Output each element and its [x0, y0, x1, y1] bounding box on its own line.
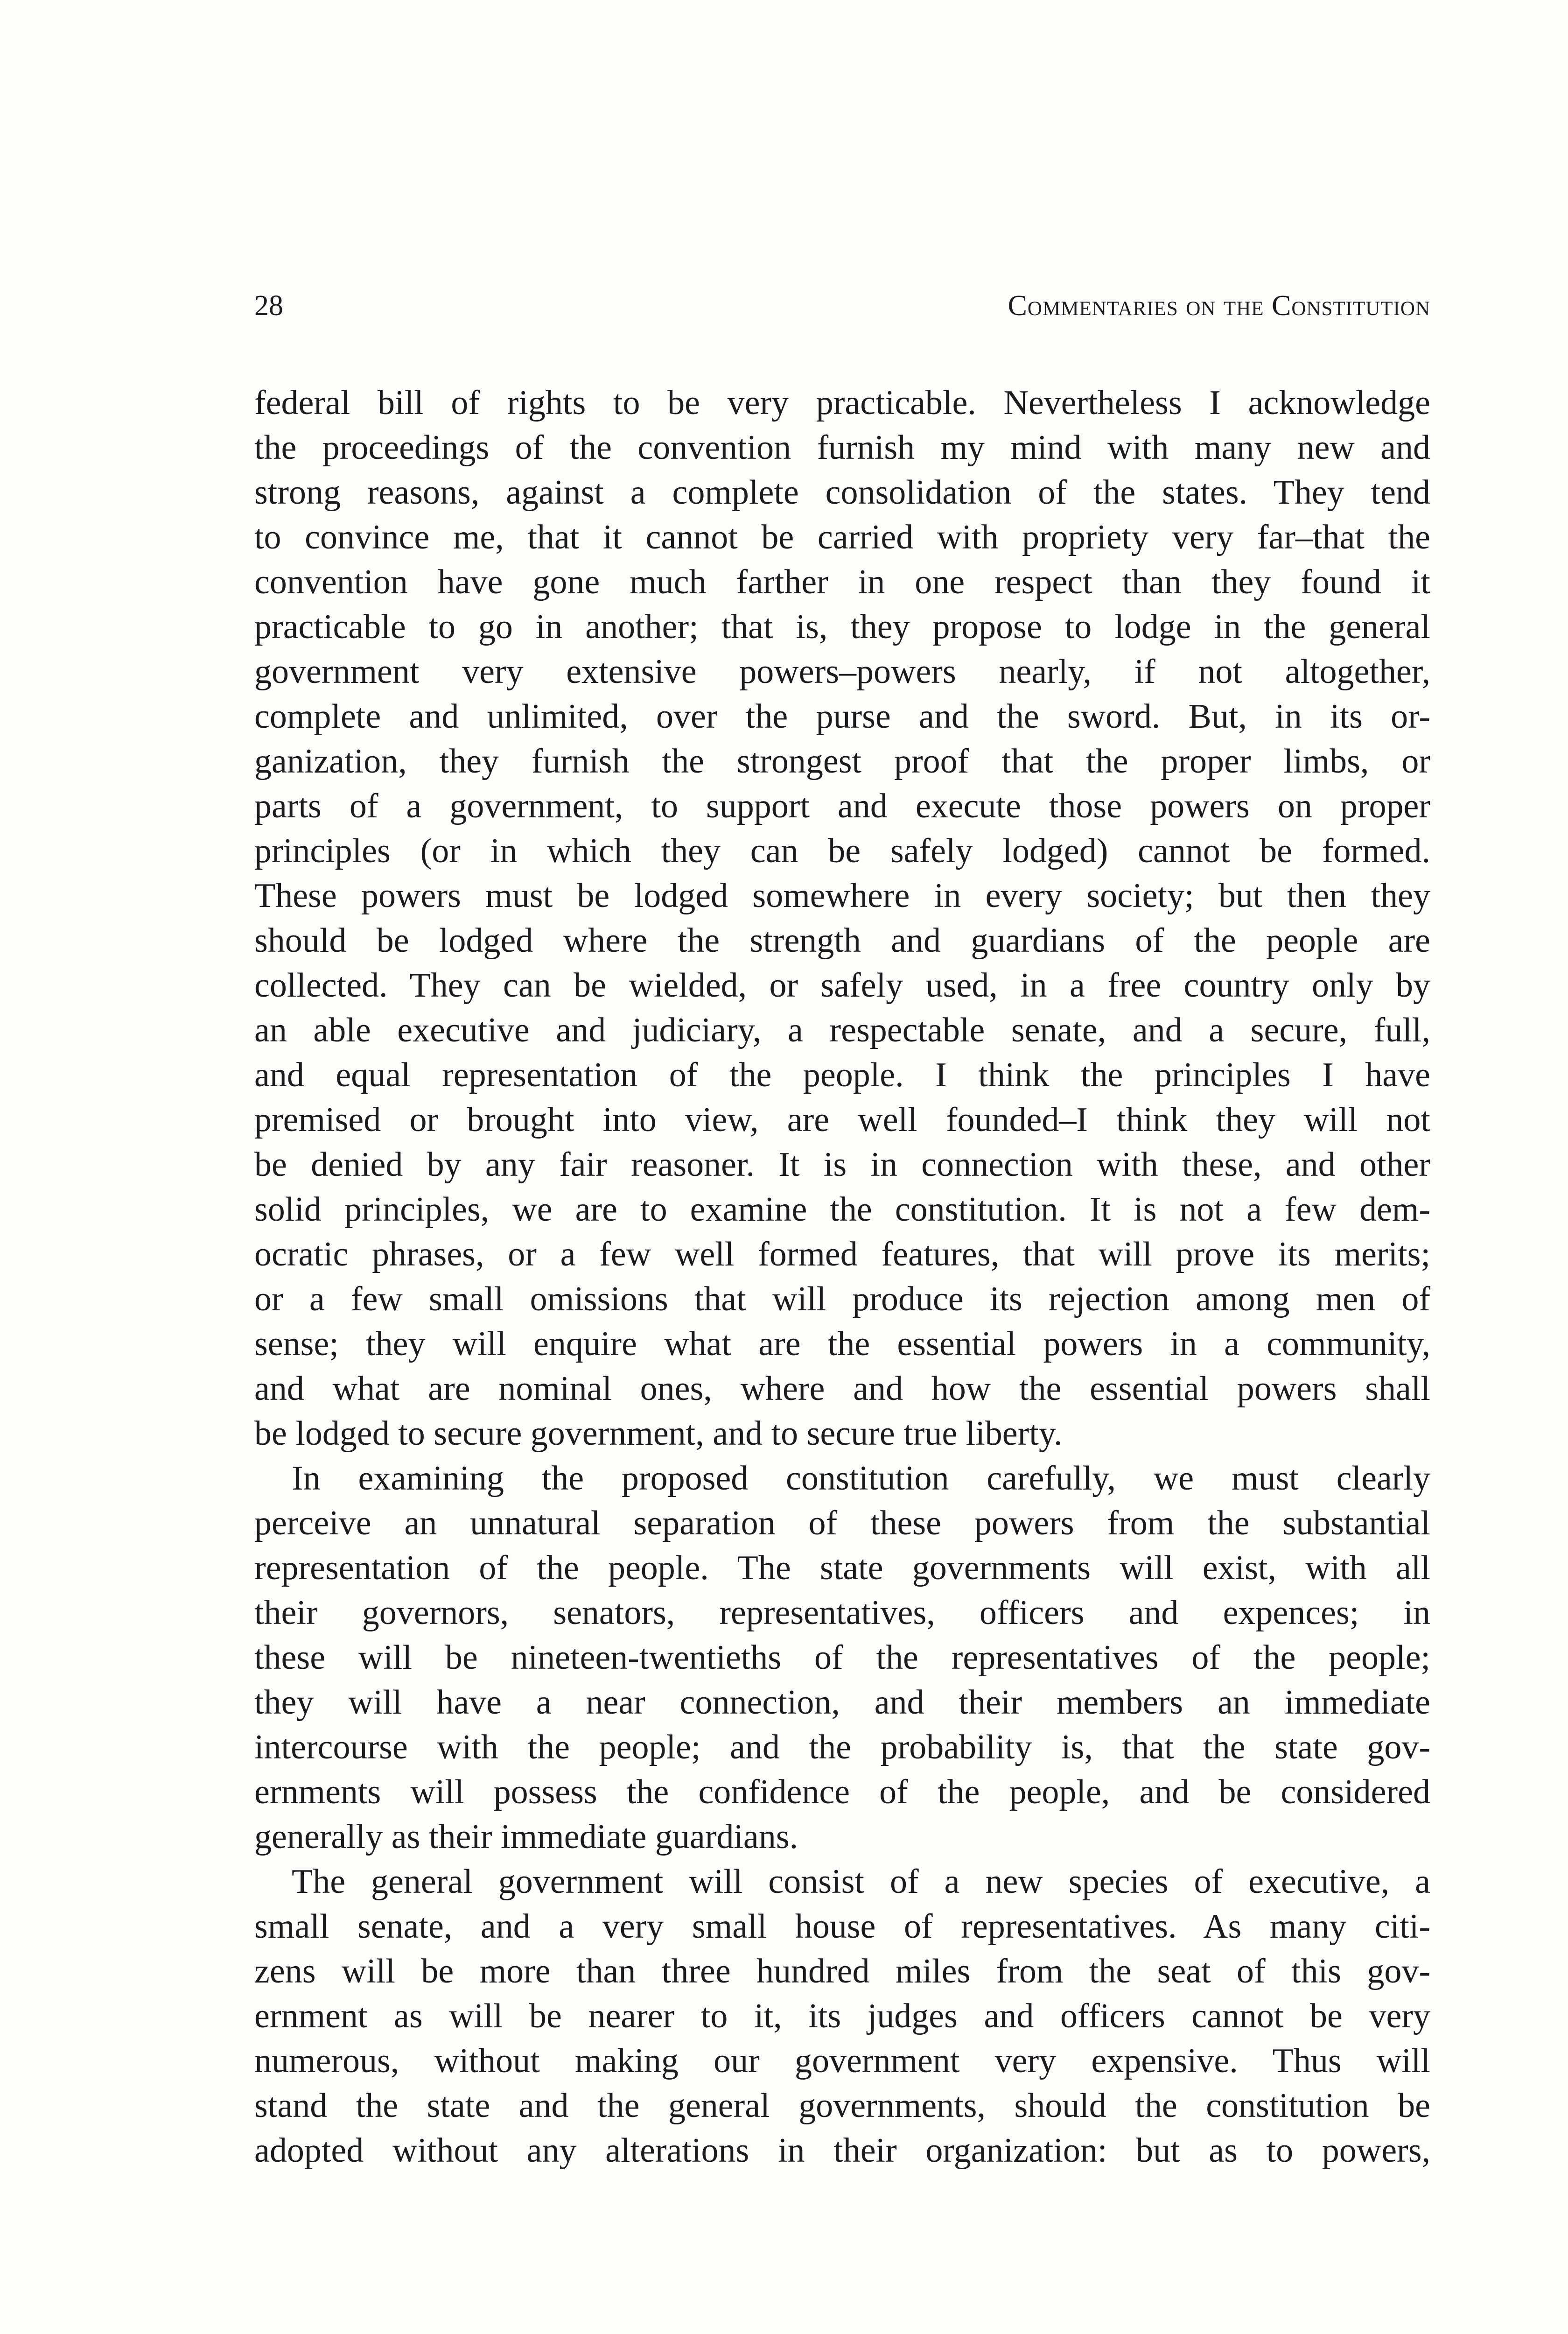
text-line: or a few small omissions that will produce its rejection among men of: [254, 1280, 1430, 1318]
paragraph-1: [254, 380, 1430, 1456]
text-line: government very extensive powers–powers nearly, if not altogether,: [254, 653, 1430, 691]
text-line: intercourse with the people; and the probability is, that the state gov-: [254, 1728, 1430, 1766]
text-line: sense; they will enquire what are the essential powers in a community,: [254, 1325, 1430, 1363]
text-line: be denied by any fair reasoner. It is in connection with these, and other: [254, 1146, 1430, 1184]
text-line: In examining the proposed constitution carefully, we must clearly: [292, 1459, 1430, 1497]
text-line: ernment as will be nearer to it, its judges and officers cannot be very: [254, 1997, 1430, 2035]
running-title: Commentaries on the Constitution: [1008, 290, 1430, 322]
text-line: practicable to go in another; that is, they propose to lodge in the general: [254, 608, 1430, 646]
paragraph-2: [254, 1456, 1430, 1859]
body-text: [254, 380, 1430, 2173]
text-line: generally as their immediate guardians.: [254, 1818, 798, 1856]
text-line: adopted without any alterations in their organization: but as to powers,: [254, 2131, 1430, 2170]
text-line: ernments will possess the confidence of the people, and be considered: [254, 1773, 1430, 1811]
text-line: to convince me, that it cannot be carried with propriety very far–that the: [254, 518, 1430, 556]
text-line: small senate, and a very small house of representatives. As many citi-: [254, 1907, 1430, 1946]
text-line: parts of a government, to support and execute those powers on proper: [254, 787, 1430, 825]
page-number: 28: [254, 290, 283, 322]
text-line: strong reasons, against a complete consolidation of the states. They tend: [254, 473, 1430, 512]
text-line: convention have gone much farther in one respect than they found it: [254, 563, 1430, 601]
text-line: numerous, without making our government very expensive. Thus will: [254, 2042, 1430, 2080]
text-line: an able executive and judiciary, a respectable senate, and a secure, full,: [254, 1011, 1430, 1049]
text-line: representation of the people. The state governments will exist, with all: [254, 1549, 1430, 1587]
text-line: the proceedings of the convention furnish my mind with many new and: [254, 429, 1430, 467]
running-head: [254, 280, 1430, 331]
text-line: premised or brought into view, are well founded–I think they will not: [254, 1101, 1430, 1139]
text-line: stand the state and the general governments, should the constitution be: [254, 2087, 1430, 2125]
text-line: ocratic phrases, or a few well formed features, that will prove its merits;: [254, 1235, 1430, 1273]
text-line: be lodged to secure government, and to secure true liberty.: [254, 1414, 1063, 1453]
text-line: they will have a near connection, and their members an immediate: [254, 1683, 1430, 1722]
text-line: complete and unlimited, over the purse and the sword. But, in its or-: [254, 697, 1430, 736]
text-line: These powers must be lodged somewhere in every society; but then they: [254, 877, 1430, 915]
paragraph-3: [254, 1859, 1430, 2173]
text-line: collected. They can be wielded, or safely used, in a free country only by: [254, 966, 1430, 1005]
text-line: and what are nominal ones, where and how the essential powers shall: [254, 1370, 1430, 1408]
text-line: principles (or in which they can be safely lodged) cannot be formed.: [254, 832, 1430, 870]
text-line: zens will be more than three hundred miles from the seat of this gov-: [254, 1952, 1430, 1990]
text-line: ganization, they furnish the strongest proof that the proper limbs, or: [254, 742, 1430, 780]
text-line: The general government will consist of a new species of executive, a: [292, 1863, 1430, 1901]
text-line: these will be nineteen-twentieths of the representatives of the people;: [254, 1638, 1430, 1677]
text-line: and equal representation of the people. I think the principles I have: [254, 1056, 1430, 1094]
text-line: federal bill of rights to be very practicable. Nevertheless I acknowledge: [254, 384, 1430, 422]
text-line: perceive an unnatural separation of these powers from the substantial: [254, 1504, 1430, 1542]
text-line: solid principles, we are to examine the constitution. It is not a few dem-: [254, 1190, 1430, 1229]
text-line: should be lodged where the strength and guardians of the people are: [254, 921, 1430, 960]
text-line: their governors, senators, representatives, officers and expences; in: [254, 1594, 1430, 1632]
